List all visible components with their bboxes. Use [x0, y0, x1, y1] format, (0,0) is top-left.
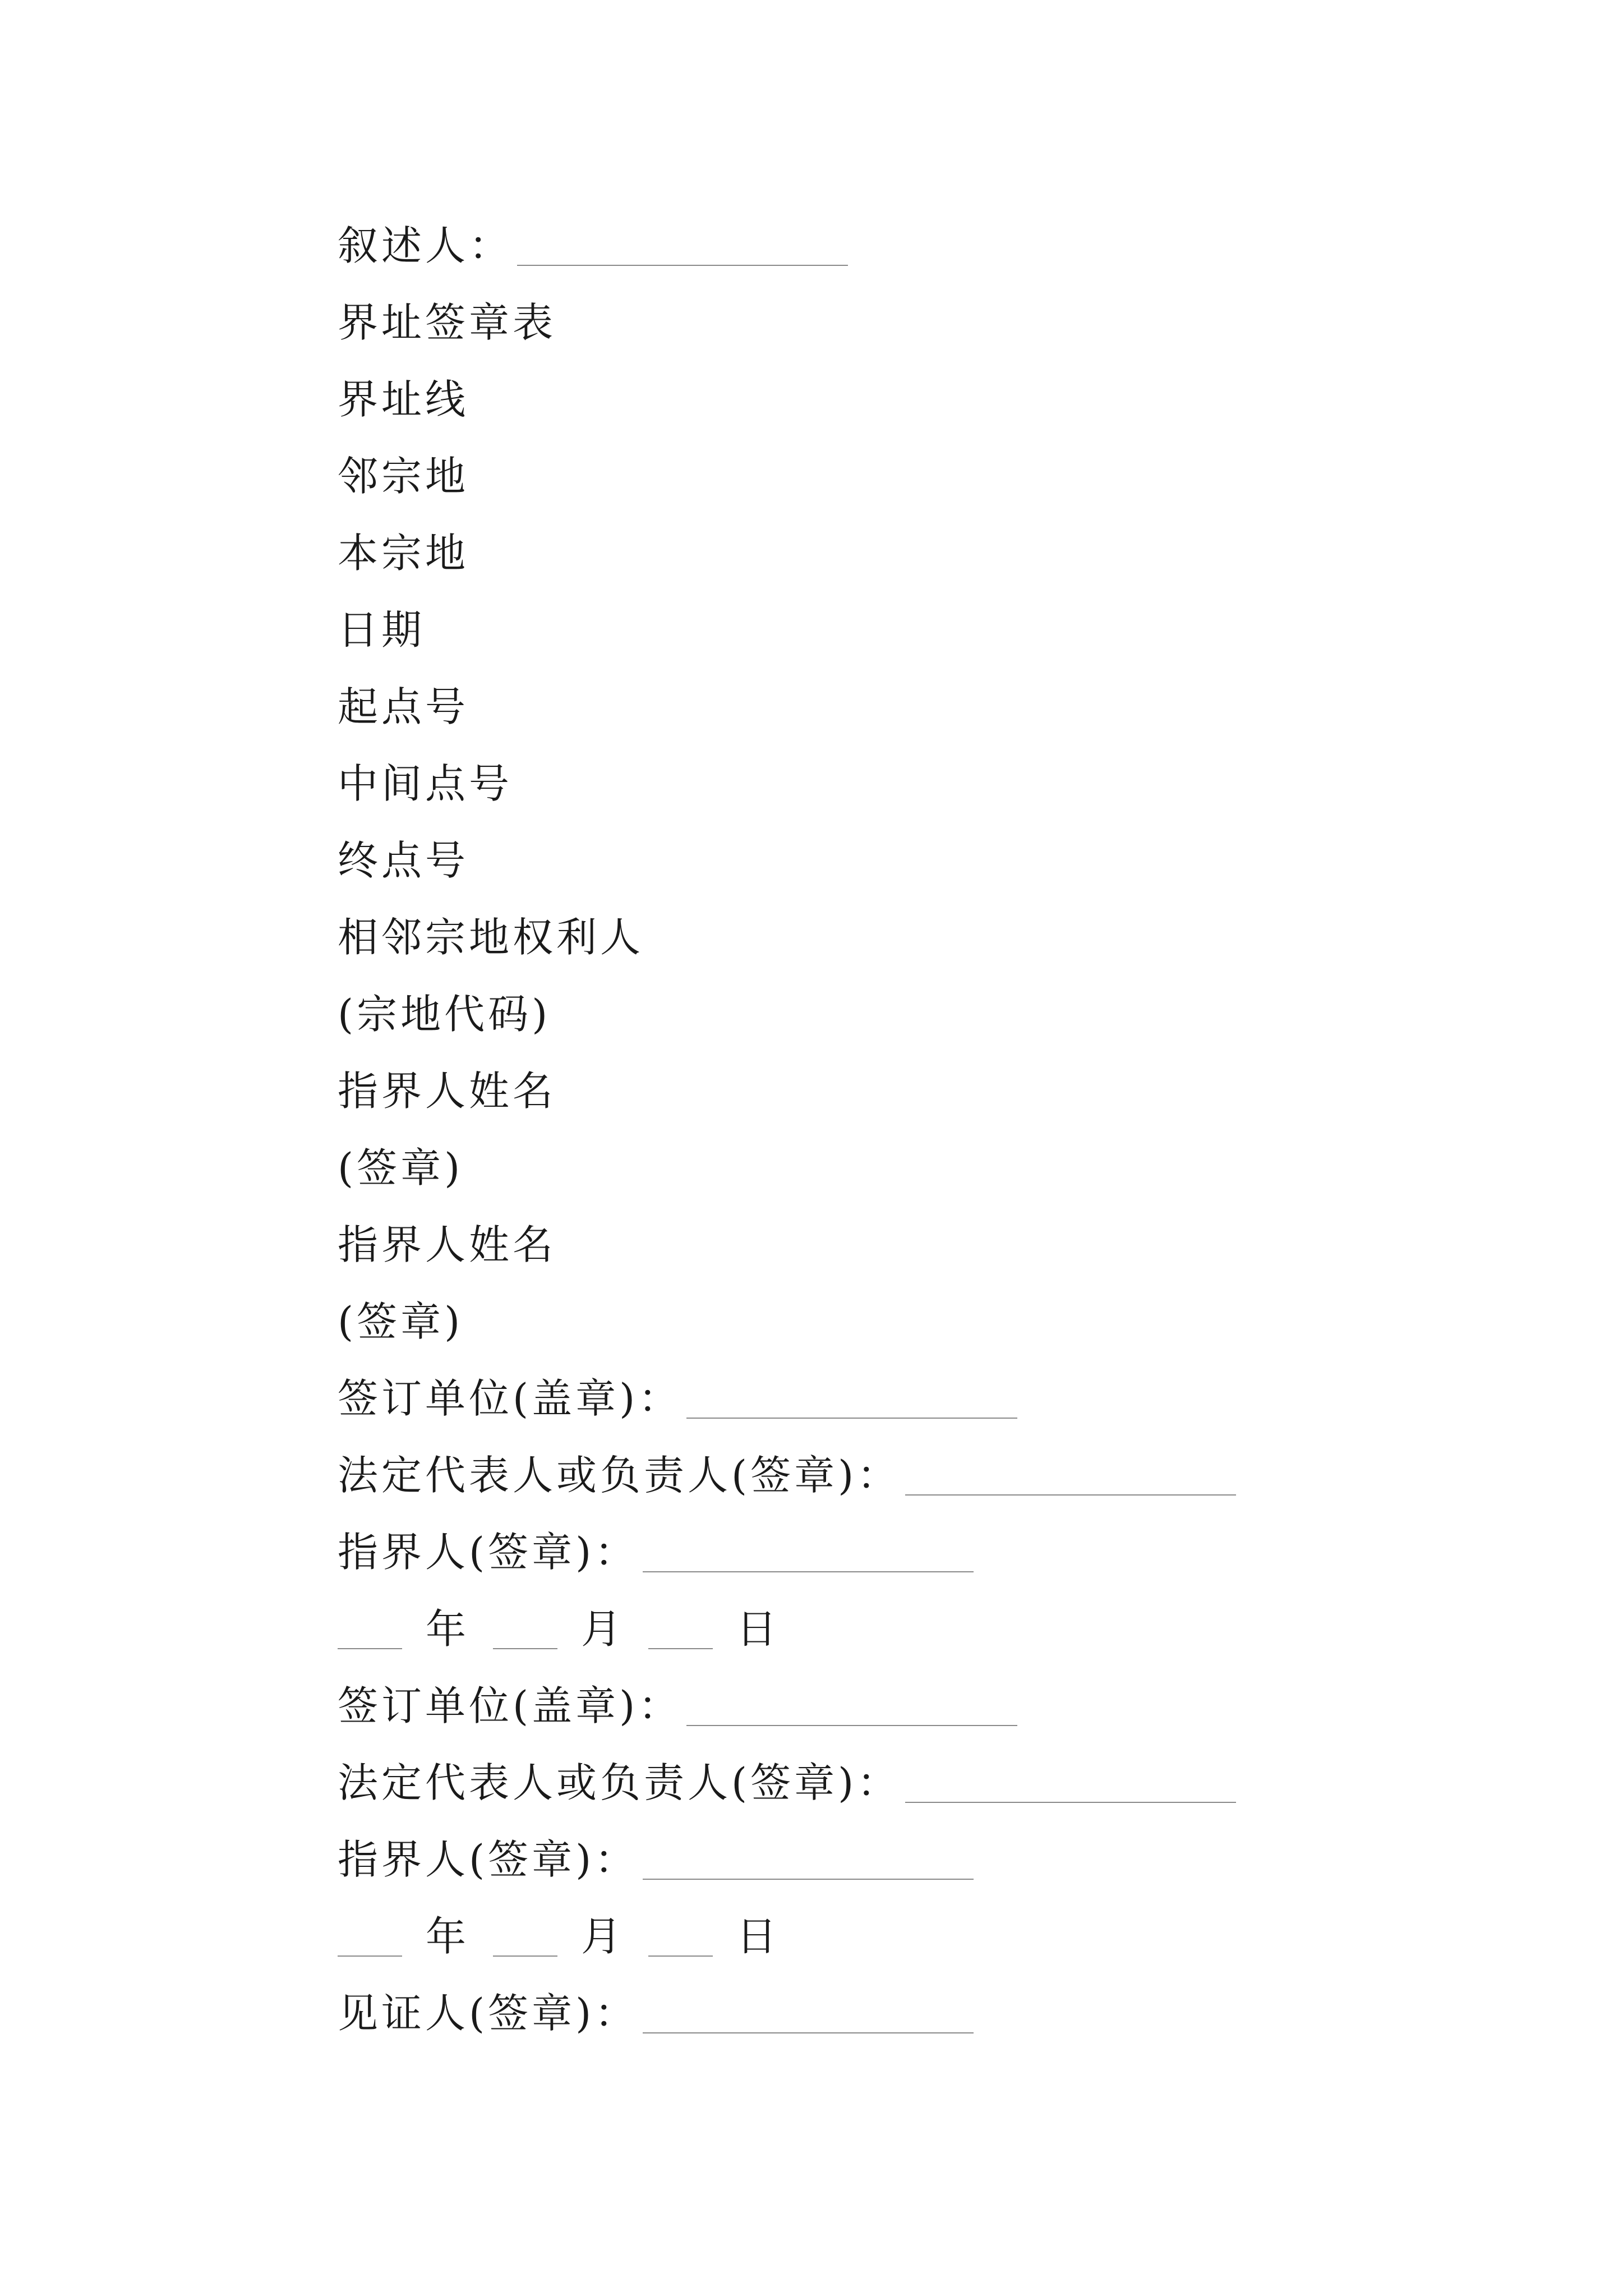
signing-unit-label-1: 签订单位(盖章)：: [338, 1375, 683, 1422]
witness-label: 见证人(签章)：: [338, 1990, 639, 2037]
pointer-name-label-1: 指界人姓名: [338, 1068, 557, 1115]
signing-unit-label-2: 签订单位(盖章)：: [338, 1682, 683, 1729]
day-blank-1[interactable]: [648, 1648, 713, 1649]
adjacent-parcel-label: 邻宗地: [338, 453, 469, 500]
legal-rep-row-2: [338, 1745, 1459, 1821]
narrator-blank[interactable]: [517, 265, 848, 266]
pointer-row-1: [338, 1514, 1459, 1591]
pointer-name-label-2: 指界人姓名: [338, 1221, 557, 1268]
legal-rep-row-1: [338, 1437, 1459, 1514]
end-point-label: 终点号: [338, 837, 469, 884]
parcel-code-label: (宗地代码): [338, 991, 551, 1038]
year-blank-1[interactable]: [338, 1648, 402, 1649]
narrator-label: 叙述人：: [338, 222, 513, 269]
pointer-row-2: [338, 1821, 1459, 1898]
legal-rep-label-1: 法定代表人或负责人(签章)：: [338, 1452, 901, 1499]
signature-label-2: (签章): [338, 1298, 464, 1345]
signature-label-1: (签章): [338, 1144, 464, 1191]
boundary-line-label: 界址线: [338, 376, 469, 423]
month-label-2: 月: [581, 1913, 625, 1960]
date-row-2: [338, 1898, 1459, 1975]
document-body: [338, 208, 1459, 2052]
month-label-1: 月: [581, 1605, 625, 1653]
this-parcel-label: 本宗地: [338, 530, 469, 577]
pointer-blank-2[interactable]: [643, 1879, 974, 1880]
witness-row: [338, 1975, 1459, 2052]
witness-blank[interactable]: [643, 2032, 974, 2033]
year-label-1: 年: [426, 1605, 470, 1653]
signing-unit-row-1: [338, 1360, 1459, 1437]
year-label-2: 年: [426, 1913, 470, 1960]
pointer-label-2: 指界人(签章)：: [338, 1836, 639, 1883]
day-label-2: 日: [736, 1913, 781, 1960]
date-label: 日期: [338, 606, 426, 654]
signing-unit-row-2: [338, 1668, 1459, 1745]
month-blank-1[interactable]: [493, 1648, 557, 1649]
legal-rep-blank-1[interactable]: [905, 1494, 1236, 1496]
signing-unit-blank-2[interactable]: [686, 1725, 1017, 1726]
signing-unit-blank-1[interactable]: [686, 1418, 1017, 1419]
start-point-label: 起点号: [338, 683, 469, 730]
date-row-1: [338, 1591, 1459, 1668]
table-title: 界址签章表: [338, 299, 557, 346]
month-blank-2[interactable]: [493, 1955, 557, 1957]
day-blank-2[interactable]: [648, 1955, 713, 1957]
legal-rep-label-2: 法定代表人或负责人(签章)：: [338, 1759, 901, 1806]
adjacent-owner-label: 相邻宗地权利人: [338, 914, 644, 961]
middle-point-label: 中间点号: [338, 760, 513, 807]
pointer-blank-1[interactable]: [643, 1571, 974, 1572]
day-label-1: 日: [736, 1605, 781, 1653]
pointer-label-1: 指界人(签章)：: [338, 1529, 639, 1576]
year-blank-2[interactable]: [338, 1955, 402, 1957]
narrator-row: [338, 208, 1459, 284]
legal-rep-blank-2[interactable]: [905, 1802, 1236, 1803]
